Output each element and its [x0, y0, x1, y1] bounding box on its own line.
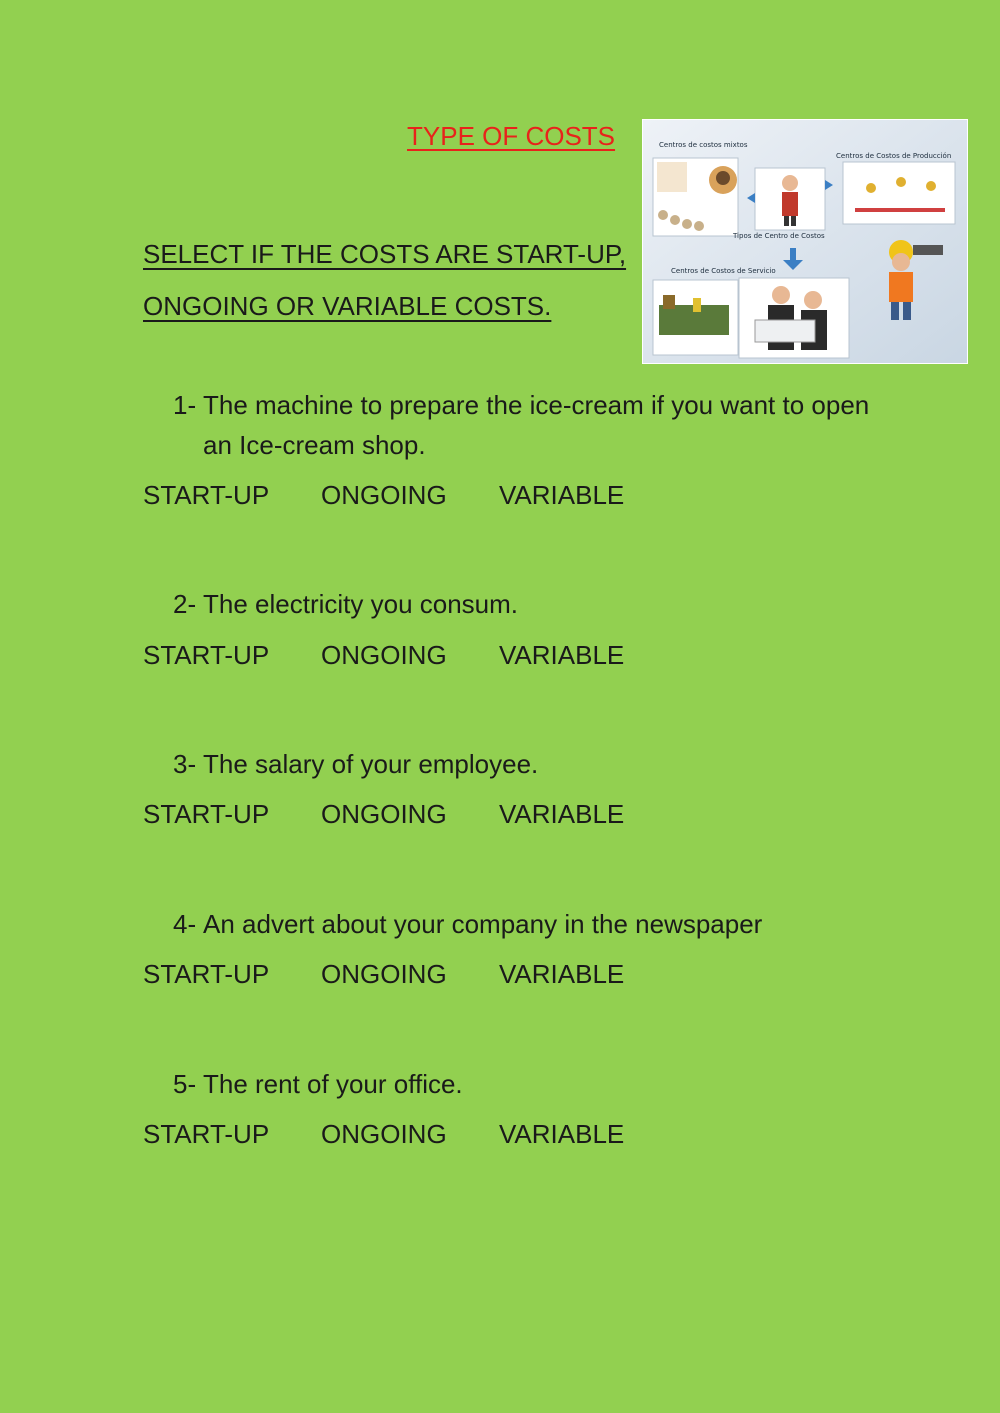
option-variable[interactable]: VARIABLE — [499, 959, 625, 989]
option-start-up[interactable]: START-UP — [143, 480, 270, 510]
question-number: 1- — [173, 390, 197, 420]
question-text: The electricity you consum. — [203, 589, 519, 619]
option-ongoing[interactable]: ONGOING — [321, 959, 447, 989]
option-variable[interactable]: VARIABLE — [499, 1119, 625, 1149]
question-number: 2- — [173, 589, 197, 619]
option-ongoing[interactable]: ONGOING — [321, 480, 447, 510]
instructions-line-2: ONGOING OR VARIABLE COSTS. — [143, 291, 552, 321]
question-text: An advert about your company in the newspaper — [203, 909, 763, 939]
option-variable[interactable]: VARIABLE — [499, 480, 625, 510]
question-4 — [173, 904, 873, 944]
question-5 — [173, 1064, 873, 1104]
label-service-centers: Centros de Costos de Servicio — [671, 267, 776, 275]
cost-centers-illustration — [642, 119, 968, 364]
option-start-up[interactable]: START-UP — [143, 799, 270, 829]
question-number: 5- — [173, 1069, 197, 1099]
instructions — [143, 228, 626, 332]
label-mixed-centers: Centros de costos mixtos — [659, 141, 748, 149]
question-3 — [173, 744, 873, 784]
question-2 — [173, 584, 873, 624]
question-text: The salary of your employee. — [203, 749, 539, 779]
option-variable[interactable]: VARIABLE — [499, 640, 625, 670]
option-ongoing[interactable]: ONGOING — [321, 1119, 447, 1149]
instructions-line-1: SELECT IF THE COSTS ARE START-UP, — [143, 239, 627, 269]
label-types-centers: Tipos de Centro de Costos — [733, 232, 825, 240]
option-ongoing[interactable]: ONGOING — [321, 799, 447, 829]
option-start-up[interactable]: START-UP — [143, 1119, 270, 1149]
question-text: The machine to prepare the ice-cream if you want to open an Ice-cream shop. — [203, 390, 870, 460]
label-production-centers: Centros de Costos de Producción — [836, 152, 952, 160]
option-start-up[interactable]: START-UP — [143, 640, 270, 670]
question-number: 3- — [173, 749, 197, 779]
question-1 — [173, 385, 873, 465]
question-number: 4- — [173, 909, 197, 939]
option-start-up[interactable]: START-UP — [143, 959, 270, 989]
option-ongoing[interactable]: ONGOING — [321, 640, 447, 670]
option-variable[interactable]: VARIABLE — [499, 799, 625, 829]
question-text: The rent of your office. — [203, 1069, 463, 1099]
worksheet-title: TYPE OF COSTS — [407, 121, 616, 151]
